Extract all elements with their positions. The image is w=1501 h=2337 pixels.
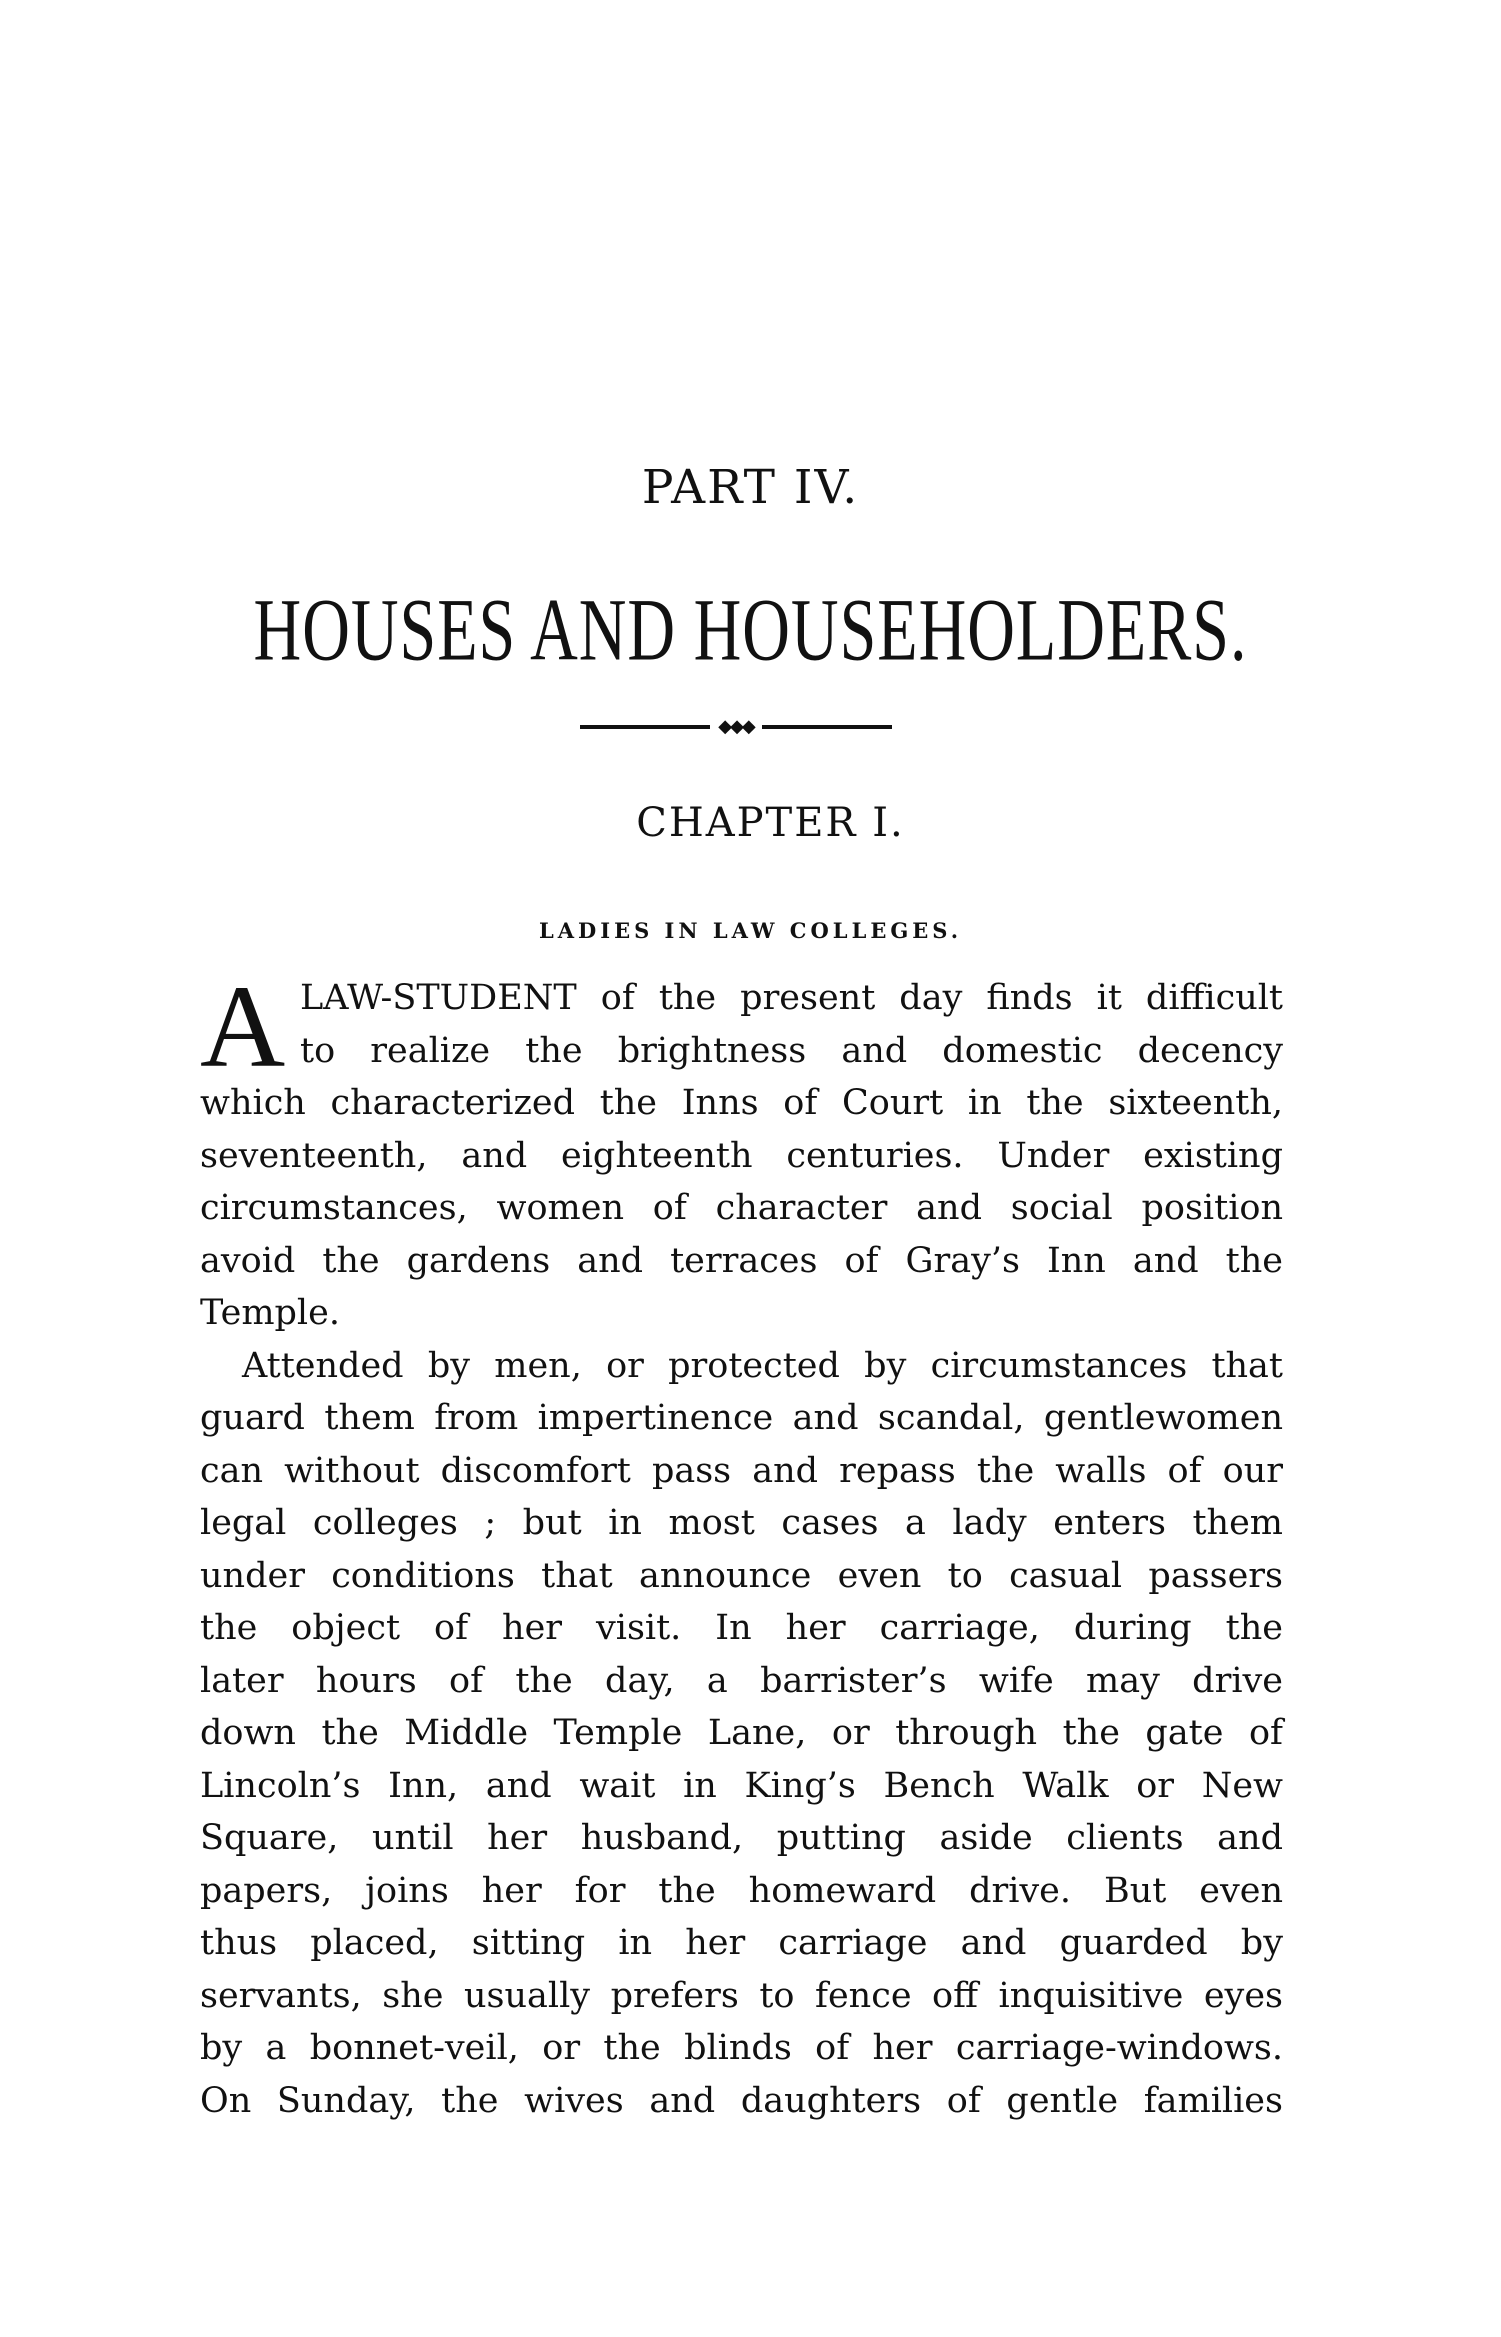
- text-line: On Sunday, the wives and daughters of gentle families: [200, 2080, 1283, 2121]
- text-line: which characterized the Inns of Court in the sixteenth,: [200, 1083, 1283, 1123]
- text-line: guard them from impertinence and scandal, gentlewomen: [200, 1398, 1283, 1438]
- text-line: down the Middle Temple Lane, or through the gate of: [200, 1713, 1283, 1753]
- text-line: legal colleges ; but in most cases a lady enters them: [200, 1503, 1283, 1543]
- page-title: HOUSES AND HOUSEHOLDERS.: [253, 581, 1248, 680]
- text-line: thus placed, sitting in her carriage and guarded by: [200, 1923, 1283, 1963]
- body-text: [200, 961, 1283, 2127]
- text-line: by a bonnet-veil, or the blinds of her carriage-windows.: [200, 2028, 1283, 2068]
- text-line: Attended by men, or protected by circumstances that: [242, 1345, 1283, 1386]
- chapter-heading: CHAPTER I.: [636, 800, 905, 846]
- text-line: servants, she usually prefers to fence off inquisitive eyes: [200, 1975, 1283, 2016]
- text-line: seventeenth, and eighteenth centuries. Under existing: [200, 1135, 1283, 1176]
- text-line: Temple.: [200, 1293, 340, 1333]
- text-line: later hours of the day, a barrister’s wife may drive: [200, 1660, 1283, 1701]
- text-line: papers, joins her for the homeward drive. But even: [200, 1870, 1283, 1911]
- text-line: to realize the brightness and domestic decency: [300, 1030, 1283, 1071]
- text-line: the object of her visit. In her carriage, during the: [200, 1608, 1283, 1648]
- rule-right: [762, 725, 892, 729]
- text-line: LAW-STUDENT of the present day finds it difficult: [300, 978, 1283, 1018]
- rule-left: [580, 725, 710, 729]
- text-line: under conditions that announce even to casual passers: [200, 1555, 1283, 1596]
- text-line: Lincoln’s Inn, and wait in King’s Bench Walk or New: [200, 1765, 1283, 1806]
- text-line: can without discomfort pass and repass the walls of our: [200, 1450, 1283, 1491]
- drop-cap: A: [200, 961, 286, 1092]
- ornamental-rule: [580, 716, 892, 737]
- chapter-subtitle: LADIES IN LAW COLLEGES.: [538, 918, 963, 943]
- diamond-ornament-icon: ◆◆◆: [718, 716, 754, 737]
- part-heading: PART IV.: [641, 460, 860, 515]
- text-line: avoid the gardens and terraces of Gray’s Inn and the: [200, 1240, 1283, 1281]
- text-line: circumstances, women of character and social position: [200, 1188, 1283, 1228]
- text-line: Square, until her husband, putting aside clients and: [200, 1818, 1283, 1858]
